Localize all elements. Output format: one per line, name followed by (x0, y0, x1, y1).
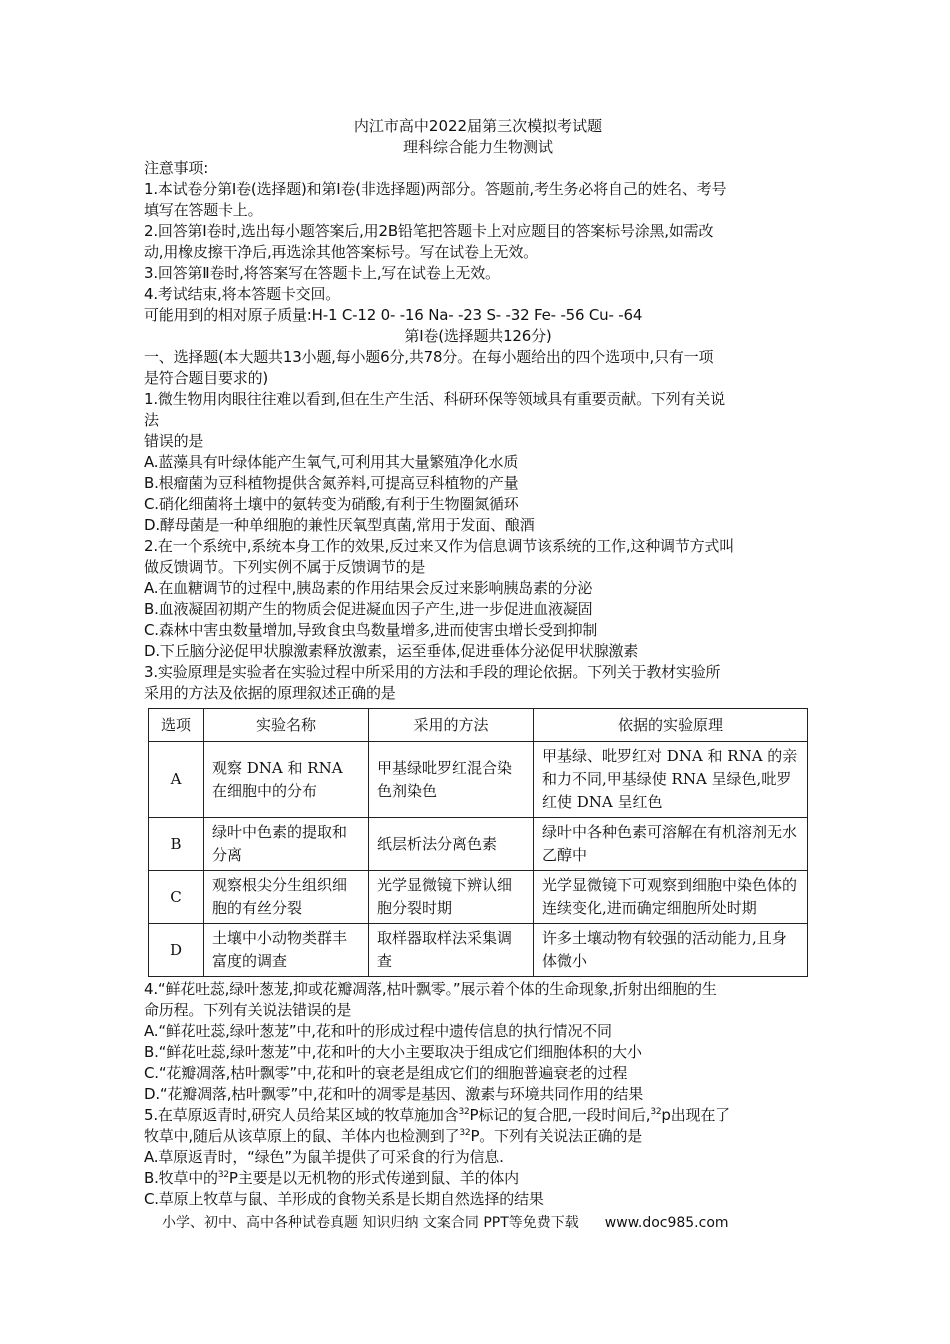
column-header: 采用的方法 (369, 709, 534, 742)
table-cell: 甲基绿吡罗红混合染色剂染色 (369, 742, 534, 818)
experiment-table (148, 708, 808, 977)
q1-stem: 错误的是 (144, 432, 204, 450)
notice-item: 4.考试结束,将本答题卡交回。 (144, 285, 341, 303)
q2-option-d: D.下丘脑分泌促甲状腺激素释放激素，运至垂体,促进垂体分泌促甲状腺激素 (144, 642, 639, 660)
exam-page (144, 116, 812, 1210)
table-row (149, 742, 808, 818)
notice-item: 填写在答题卡上。 (144, 201, 263, 219)
section-intro: 是符合题目要求的) (144, 369, 269, 387)
q2-option-a: A.在血糖调节的过程中,胰岛素的作用结果会反过来影响胰岛素的分泌 (144, 579, 593, 597)
notice-item: 3.回答第Ⅱ卷时,将答案写在答题卡上,写在试卷上无效。 (144, 264, 500, 282)
table-header-row (149, 709, 808, 742)
q4-option-b: B.“鲜花吐蕊,绿叶葱茏”中,花和叶的大小主要取决于组成它们细胞体积的大小 (144, 1043, 642, 1061)
q4-option-a: A.“鲜花吐蕊,绿叶葱茏”中,花和叶的形成过程中遗传信息的执行情况不同 (144, 1022, 612, 1040)
q4-stem: 命历程。下列有关说法错误的是 (144, 1001, 352, 1019)
column-header: 选项 (149, 709, 204, 742)
page-footer (162, 1212, 729, 1232)
table-cell: 观察根尖分生组织细胞的有丝分裂 (204, 871, 369, 924)
q5-option-a: A.草原返青时，“绿色”为鼠羊提供了可采食的行为信息. (144, 1148, 504, 1166)
table-cell: 取样器取样法采集调查 (369, 924, 534, 977)
table-row (149, 871, 808, 924)
q3-stem: 采用的方法及依据的原理叙述正确的是 (144, 684, 396, 702)
notice-item: 2.回答第Ⅰ卷时,选出每小题答案后,用2B铅笔把答题卡上对应题目的答案标号涂黑,如需改 (144, 222, 714, 240)
q2-option-c: C.森林中害虫数量增加,导致食虫鸟数量增多,进而使害虫增长受到抑制 (144, 621, 598, 639)
q1-stem: 1.微生物用肉眼往往难以看到,但在生产生活、科研环保等领域具有重要贡献。下列有关说 (144, 390, 725, 408)
column-header: 依据的实验原理 (534, 709, 808, 742)
table-row (149, 924, 808, 977)
q2-stem: 做反馈调节。下列实例不属于反馈调节的是 (144, 558, 426, 576)
table-cell: B (149, 818, 204, 871)
q4-option-d: D.“花瓣凋落,枯叶飘零”中,花和叶的凋零是基因、激素与环境共同作用的结果 (144, 1085, 643, 1103)
table-cell: 观察 DNA 和 RNA 在细胞中的分布 (204, 742, 369, 818)
exam-subtitle: 理科综合能力生物测试 (402, 138, 553, 156)
q1-stem: 法 (144, 411, 159, 429)
table-cell: A (149, 742, 204, 818)
table-cell: 光学显微镜下辨认细胞分裂时期 (369, 871, 534, 924)
notice-item: 1.本试卷分第Ⅰ卷(选择题)和第Ⅰ卷(非选择题)两部分。答题前,考生务必将自己的姓名、考号 (144, 180, 727, 198)
atomic-masses: 可能用到的相对原子质量:H-1 C-12 0- -16 Na- -23 S- -32 Fe- -56 Cu- -64 (144, 306, 643, 324)
table-cell: 纸层析法分离色素 (369, 818, 534, 871)
table-cell: 光学显微镜下可观察到细胞中染色体的连续变化,进而确定细胞所处时期 (534, 871, 808, 924)
q4-stem: 4.“鲜花吐蕊,绿叶葱茏,抑或花瓣凋落,枯叶飘零。”展示着个体的生命现象,折射出细胞的生 (144, 980, 717, 998)
table-row (149, 818, 808, 871)
table-cell: 绿叶中各种色素可溶解在有机溶剂无水乙醇中 (534, 818, 808, 871)
table-cell: C (149, 871, 204, 924)
q4-option-c: C.“花瓣凋落,枯叶飘零”中,花和叶的衰老是组成它们的细胞普遍衰老的过程 (144, 1064, 628, 1082)
q2-option-b: B.血液凝固初期产生的物质会促进凝血因子产生,进一步促进血液凝固 (144, 600, 593, 618)
footer-text: 小学、初中、高中各种试卷真题 知识归纳 文案合同 PPT等免费下载 (162, 1215, 579, 1231)
q5-stem: 5.在草原返青时,研究人员给某区域的牧草施加含$^{32}$P标记的复合肥,一段时间后,$^{32}$p出现在了 (144, 1106, 730, 1124)
q2-stem: 2.在一个系统中,系统本身工作的效果,反过来又作为信息调节该系统的工作,这种调节方式叫 (144, 537, 735, 555)
column-header: 实验名称 (204, 709, 369, 742)
exam-title: 内江市高中2022届第三次模拟考试题 (353, 117, 603, 135)
q5-stem: 牧草中,随后从该草原上的鼠、羊体内也检测到了$^{32}$P。下列有关说法正确的是 (144, 1127, 643, 1145)
q1-option-d: D.酵母菌是一种单细胞的兼性厌氧型真菌,常用于发面、酿酒 (144, 516, 535, 534)
q1-option-c: C.硝化细菌将土壤中的氨转变为硝酸,有利于生物圈氮循环 (144, 495, 519, 513)
footer-site-link[interactable]: www.doc985.com (604, 1215, 729, 1231)
table-cell: 绿叶中色素的提取和分离 (204, 818, 369, 871)
notice-item: 动,用橡皮擦干净后,再选涂其他答案标号。写在试卷上无效。 (144, 243, 538, 261)
notice-heading: 注意事项: (144, 159, 209, 177)
q1-option-a: A.蓝藻具有叶绿体能产生氧气,可利用其大量繁殖净化水质 (144, 453, 519, 471)
q5-option-c: C.草原上牧草与鼠、羊形成的食物关系是长期自然选择的结果 (144, 1190, 544, 1208)
q5-option-b: B.牧草中的$^{32}$P主要是以无机物的形式传递到鼠、羊的体内 (144, 1169, 519, 1187)
q1-option-b: B.根瘤菌为豆科植物提供含氮养料,可提高豆科植物的产量 (144, 474, 519, 492)
table-cell: 许多土壤动物有较强的活动能力,且身体微小 (534, 924, 808, 977)
section-heading: 第Ⅰ卷(选择题共126分) (404, 327, 552, 345)
q3-stem: 3.实验原理是实验者在实验过程中所采用的方法和手段的理论依据。下列关于教材实验所 (144, 663, 721, 681)
section-intro: 一、选择题(本大题共13小题,每小题6分,共78分。在每小题给出的四个选项中,只有一项 (144, 348, 714, 366)
table-cell: D (149, 924, 204, 977)
table-cell: 土壤中小动物类群丰富度的调查 (204, 924, 369, 977)
table-cell: 甲基绿、吡罗红对 DNA 和 RNA 的亲和力不同,甲基绿使 RNA 呈绿色,吡罗红使 DNA 呈红色 (534, 742, 808, 818)
